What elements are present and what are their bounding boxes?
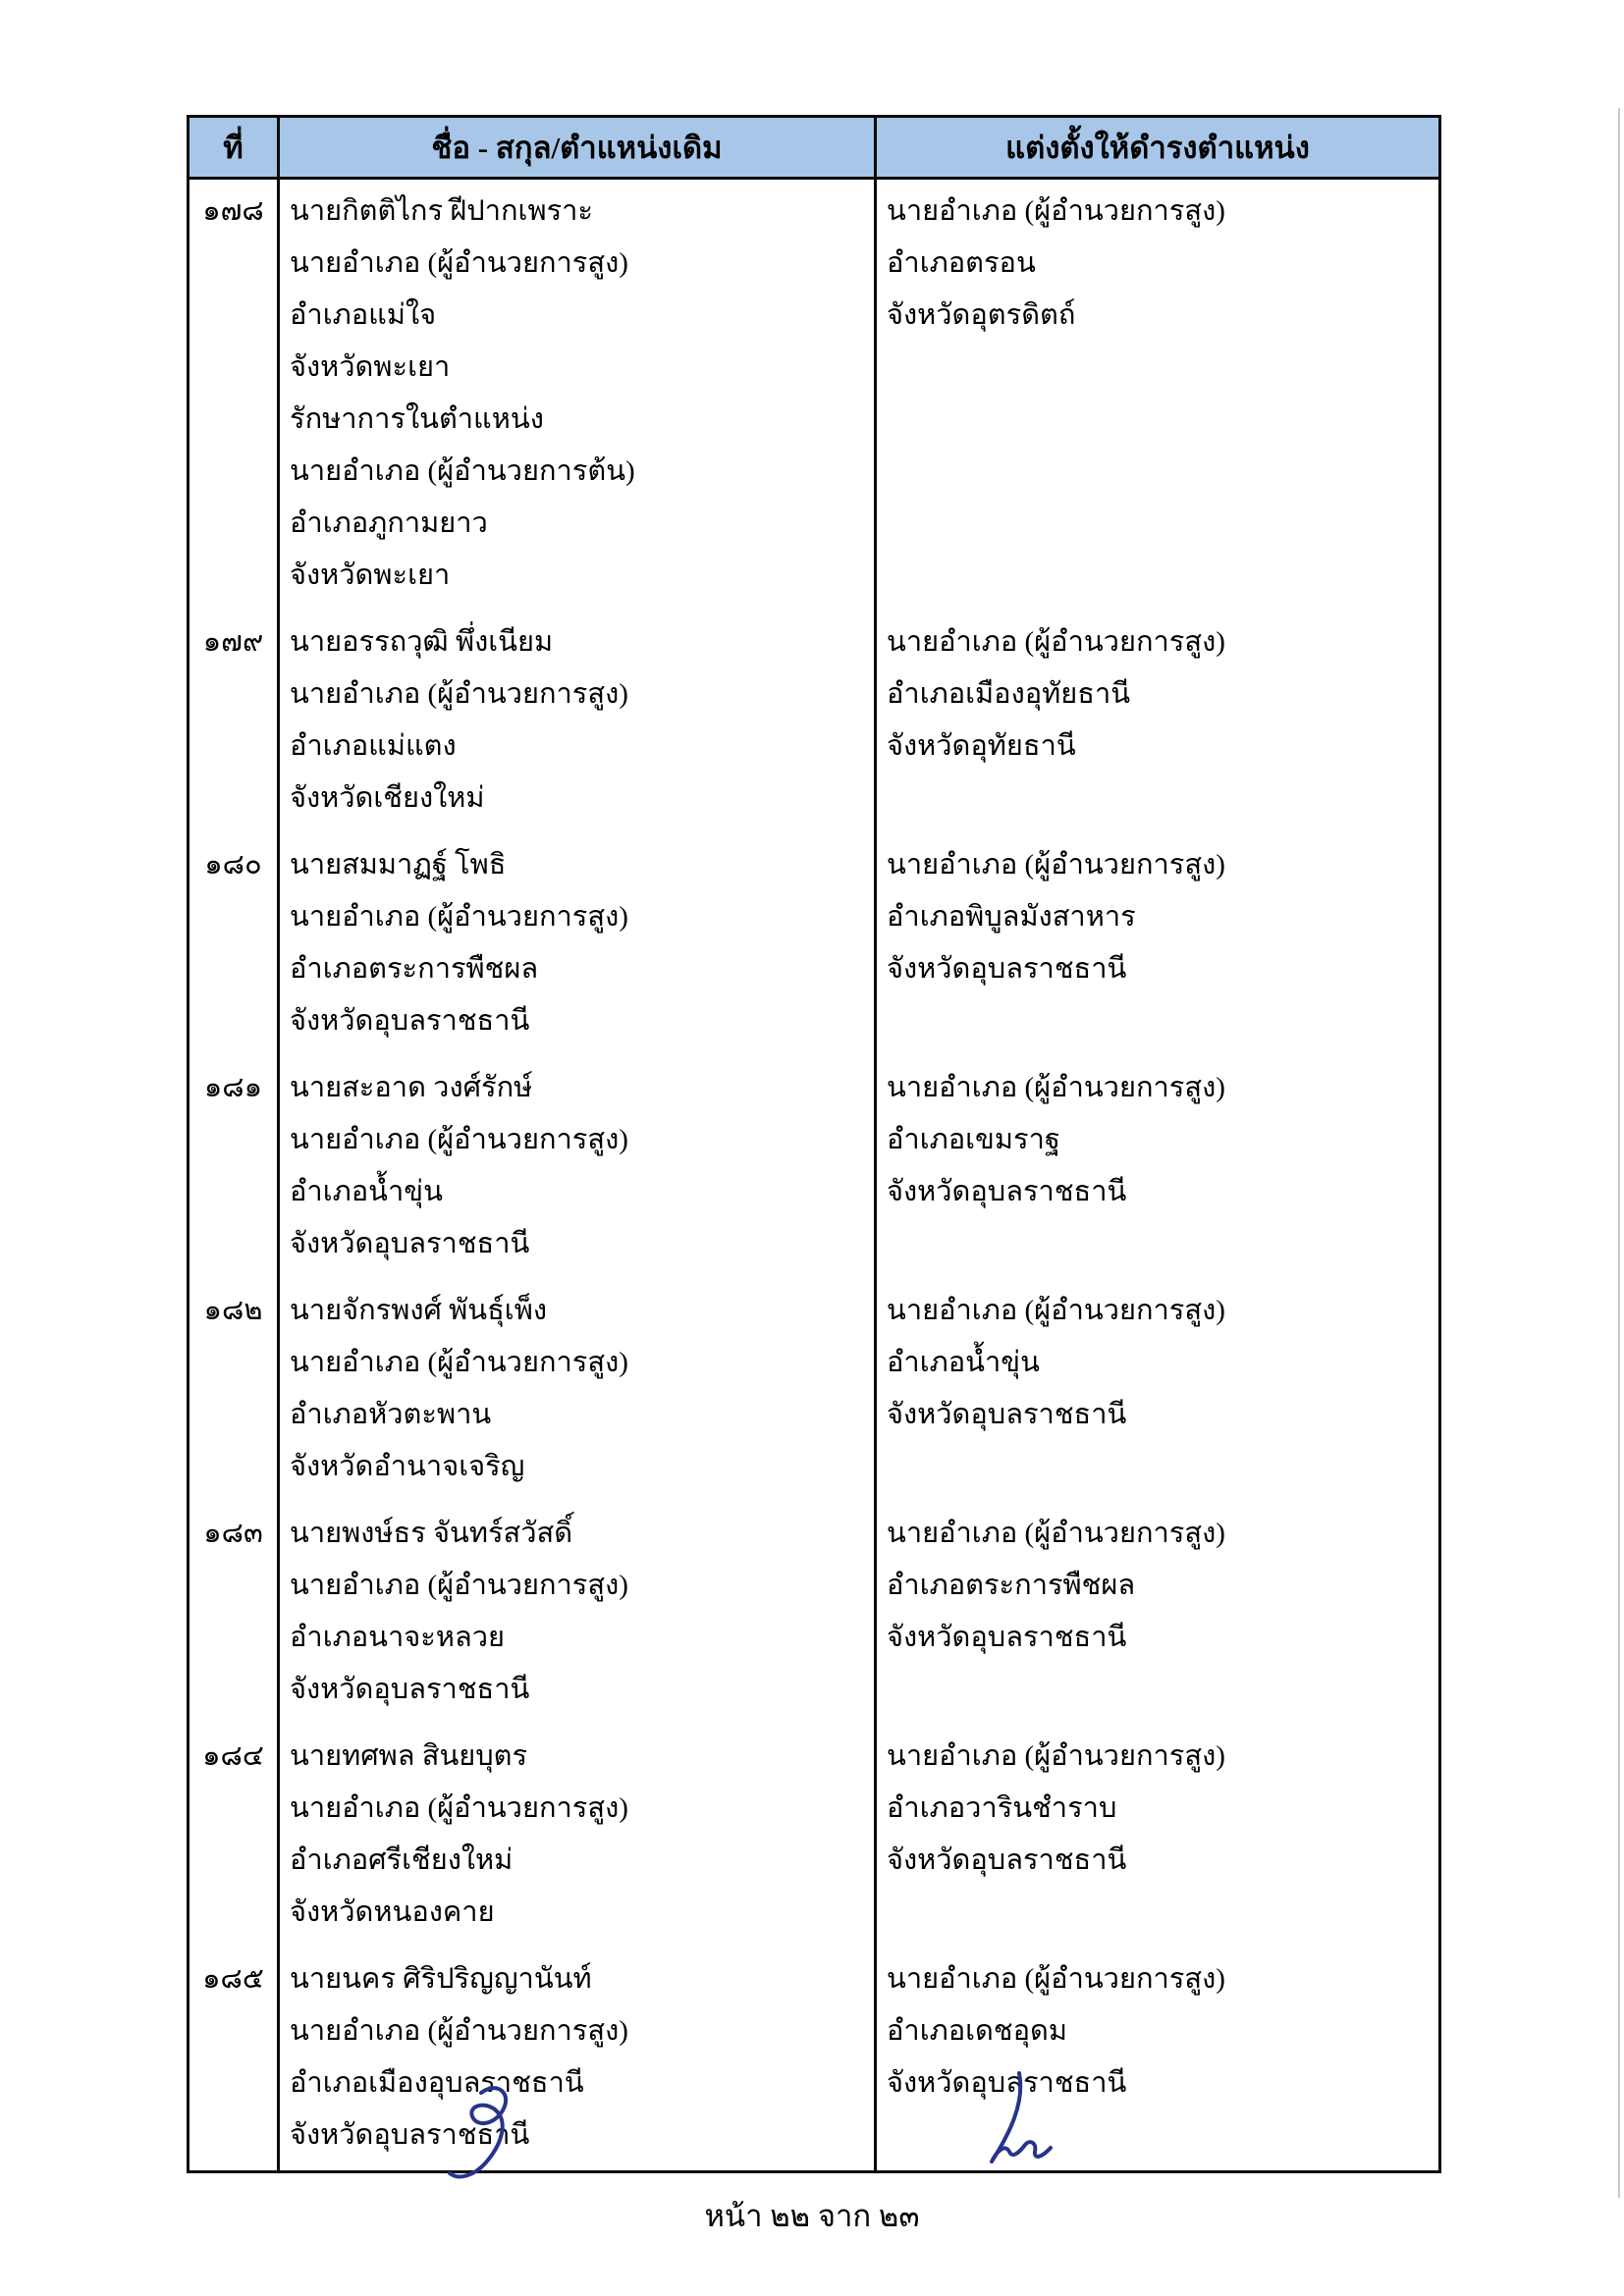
header-no: ที่ [189,117,279,179]
appointed-cell [876,611,1440,833]
page-number: หน้า ๒๒ จาก ๒๓ [704,2199,920,2233]
former-cell [279,179,876,612]
text-line: อำเภอศรีเชียงใหม่ [290,1844,514,1876]
appointed-cell [876,1725,1440,1948]
text-line: นายอำเภอ (ผู้อำนวยการสูง) [887,1072,1225,1103]
row-number-cell [189,1279,279,1502]
text-line: นายอำเภอ (ผู้อำนวยการสูง) [290,1792,628,1824]
header-former-position: ชื่อ - สกุล/ตำแหน่งเดิม [279,117,876,179]
text-line: อำเภอหัวตะพาน [290,1399,492,1430]
text-line: นายจักรพงศ์ พันธุ์เพ็ง [290,1295,547,1326]
former-cell [279,1279,876,1502]
row-number: ๑๘๑ [203,1072,263,1103]
text-line: อำเภอแม่แตง [290,730,457,762]
text-line: จังหวัดหนองคาย [290,1896,495,1928]
text-line: จังหวัดอุบลราชธานี [887,1176,1127,1207]
row-number: ๑๘๐ [204,849,262,881]
text-line: อำเภอเดชอุดม [887,2015,1067,2047]
text-line: จังหวัดอุบลราชธานี [290,1005,530,1037]
table-row [189,1279,1440,1502]
text-line: อำเภอนาจะหลวย [290,1622,505,1653]
text-line: จังหวัดพะเยา [290,351,451,383]
text-line: รักษาการในตำแหน่ง [290,403,544,435]
scan-edge-artifact [1618,108,1620,2198]
header-row [189,117,1440,179]
text-line: นายอำเภอ (ผู้อำนวยการสูง) [290,2015,628,2047]
former-cell [279,611,876,833]
row-number-cell [189,1056,279,1279]
table-row [189,1948,1440,2172]
text-line: อำเภอพิบูลมังสาหาร [887,901,1136,933]
appointed-cell [876,1279,1440,1502]
row-number: ๑๘๕ [202,1963,264,1995]
text-line: จังหวัดอุทัยธานี [887,730,1076,762]
row-number-cell [189,611,279,833]
text-line: จังหวัดอุบลราชธานี [887,953,1127,985]
table-header [189,117,1440,179]
text-line: นายอำเภอ (ผู้อำนวยการสูง) [290,1347,628,1378]
table-row [189,611,1440,833]
text-line: นายอำเภอ (ผู้อำนวยการสูง) [290,678,628,710]
row-number-cell [189,1948,279,2172]
text-line: อำเภอภูกามยาว [290,507,488,539]
text-line: นายอำเภอ (ผู้อำนวยการสูง) [887,626,1225,658]
appointment-table [187,115,1441,2173]
row-number: ๑๘๔ [202,1740,264,1772]
text-line: จังหวัดอุบลราชธานี [887,1844,1127,1876]
row-number-cell [189,1725,279,1948]
table-row [189,1725,1440,1948]
text-line: นายอำเภอ (ผู้อำนวยการต้น) [290,455,635,487]
text-line: นายอำเภอ (ผู้อำนวยการสูง) [290,901,628,933]
table-row [189,833,1440,1056]
text-line: จังหวัดอุบลราชธานี [290,1674,530,1705]
row-number-cell [189,179,279,612]
text-line: นายอำเภอ (ผู้อำนวยการสูง) [887,1740,1225,1772]
text-line: อำเภอเมืองอุทัยธานี [887,678,1131,710]
text-line: นายอำเภอ (ผู้อำนวยการสูง) [887,1963,1225,1995]
row-number-cell [189,833,279,1056]
text-line: จังหวัดอุตรดิตถ์ [887,299,1076,331]
text-line: นายอำเภอ (ผู้อำนวยการสูง) [887,195,1225,227]
text-line: นายกิตติไกร ฝีปากเพราะ [290,195,594,227]
row-number-cell [189,1502,279,1725]
text-line: อำเภอเขมราฐ [887,1124,1060,1155]
text-line: อำเภอวารินชำราบ [887,1792,1117,1824]
text-line: จังหวัดพะเยา [290,560,451,591]
row-number: ๑๗๘ [202,195,264,227]
text-line: นายพงษ์ธร จันทร์สวัสดิ์ [290,1518,573,1549]
text-line: จังหวัดเชียงใหม่ [290,782,485,814]
text-line: นายอำเภอ (ผู้อำนวยการสูง) [290,1124,628,1155]
row-number: ๑๗๙ [202,626,264,658]
table-body [189,179,1440,2172]
appointed-cell [876,1948,1440,2172]
appointed-cell [876,1502,1440,1725]
text-line: อำเภอน้ำขุ่น [887,1347,1040,1378]
text-line: จังหวัดอำนาจเจริญ [290,1451,525,1482]
text-line: อำเภอเมืองอุบลราชธานี [290,2067,584,2099]
row-number: ๑๘๓ [203,1518,263,1549]
former-cell [279,1056,876,1279]
header-appointed-position: แต่งตั้งให้ดำรงตำแหน่ง [876,117,1440,179]
table-row [189,179,1440,612]
text-line: นายอำเภอ (ผู้อำนวยการสูง) [887,849,1225,881]
text-line: อำเภอตระการพืชผล [887,1570,1136,1601]
text-line: นายทศพล สินยบุตร [290,1740,528,1772]
table-row [189,1502,1440,1725]
text-line: นายอำเภอ (ผู้อำนวยการสูง) [290,1570,628,1601]
text-line: นายสะอาด วงศ์รักษ์ [290,1072,533,1103]
text-line: จังหวัดอุบลราชธานี [887,2067,1127,2099]
text-line: นายนคร ศิริปริญญานันท์ [290,1963,592,1995]
text-line: จังหวัดอุบลราชธานี [290,1228,530,1259]
text-line: จังหวัดอุบลราชธานี [887,1622,1127,1653]
text-line: นายสมมาฏฐ์ โพธิ [290,849,507,881]
row-number: ๑๘๒ [203,1295,263,1326]
text-line: จังหวัดอุบลราชธานี [290,2119,530,2151]
appointed-cell [876,1056,1440,1279]
former-cell [279,1725,876,1948]
text-line: อำเภอตรอน [887,247,1036,279]
text-line: นายอำเภอ (ผู้อำนวยการสูง) [290,247,628,279]
text-line: อำเภอน้ำขุ่น [290,1176,443,1207]
appointed-cell [876,179,1440,612]
former-cell [279,1948,876,2172]
text-line: นายอำเภอ (ผู้อำนวยการสูง) [887,1295,1225,1326]
text-line: อำเภอแม่ใจ [290,299,437,331]
text-line: นายอำเภอ (ผู้อำนวยการสูง) [887,1518,1225,1549]
table-row [189,1056,1440,1279]
text-line: อำเภอตระการพืชผล [290,953,539,985]
appointed-cell [876,833,1440,1056]
text-line: จังหวัดอุบลราชธานี [887,1399,1127,1430]
former-cell [279,833,876,1056]
former-cell [279,1502,876,1725]
text-line: นายอรรถวุฒิ พึ่งเนียม [290,626,554,658]
